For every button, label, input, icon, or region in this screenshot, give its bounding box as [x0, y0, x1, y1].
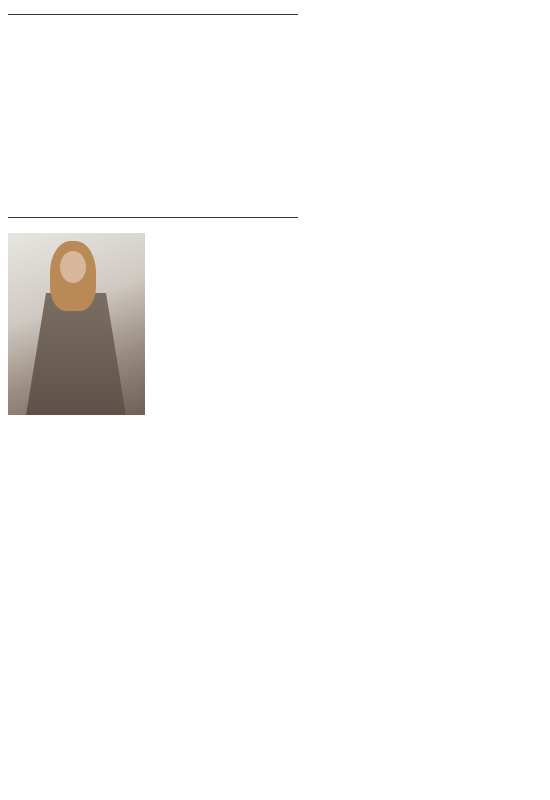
legend	[150, 638, 298, 640]
knitting-chart	[295, 18, 495, 778]
footer	[8, 776, 16, 785]
text-column-3	[150, 236, 295, 238]
section-title	[8, 215, 298, 218]
text-column-1	[8, 33, 143, 35]
page-title	[8, 12, 298, 15]
shawl-shape	[26, 293, 126, 415]
text-column-2	[150, 33, 295, 35]
face-shape	[60, 251, 86, 283]
model-photo	[8, 233, 145, 415]
text-column-4	[8, 420, 143, 422]
